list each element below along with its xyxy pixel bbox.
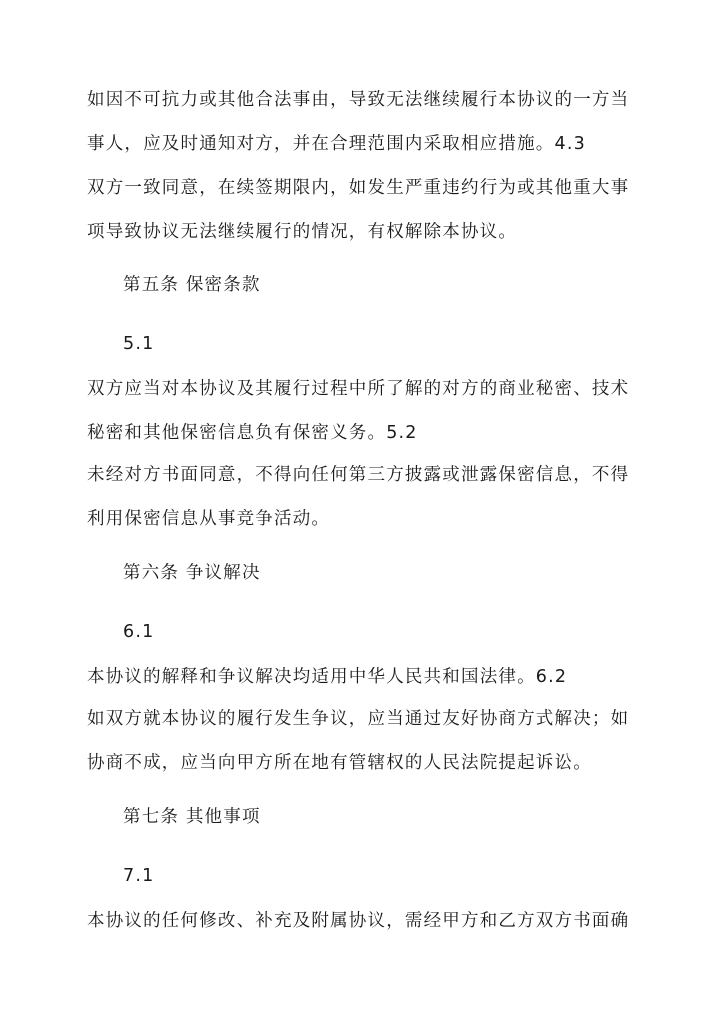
body-text-line: 利用保密信息从事竞争活动。 <box>87 509 331 529</box>
body-text-line: 双方一致同意，在续签期限内，如发生严重违约行为或其他重大事 <box>87 178 630 198</box>
section-heading: 第五条 保密条款 <box>123 275 261 295</box>
body-text-line: 如双方就本协议的履行发生争议，应当通过友好协商方式解决；如 <box>87 709 630 729</box>
body-text-line: 项导致协议无法继续履行的情况，有权解除本协议。 <box>87 222 518 242</box>
clause-number: 5.1 <box>123 334 155 354</box>
clause-number: 7.1 <box>123 866 155 886</box>
body-text-line: 事人，应及时通知对方，并在合理范围内采取相应措施。4.3 <box>87 134 586 154</box>
body-text-line: 本协议的解释和争议解决均适用中华人民共和国法律。6.2 <box>87 667 568 687</box>
body-text-line: 本协议的任何修改、补充及附属协议，需经甲方和乙方双方书面确 <box>87 911 630 931</box>
body-text-line: 协商不成，应当向甲方所在地有管辖权的人民法院提起诉讼。 <box>87 753 592 773</box>
body-text-line: 未经对方书面同意，不得向任何第三方披露或泄露保密信息，不得 <box>87 465 630 485</box>
section-heading: 第七条 其他事项 <box>123 807 261 827</box>
section-heading: 第六条 争议解决 <box>123 563 261 583</box>
body-text-line: 秘密和其他保密信息负有保密义务。5.2 <box>87 423 418 443</box>
body-text-line: 如因不可抗力或其他合法事由，导致无法继续履行本协议的一方当 <box>87 90 630 110</box>
clause-number: 6.1 <box>123 622 155 642</box>
body-text-line: 双方应当对本协议及其履行过程中所了解的对方的商业秘密、技术 <box>87 379 630 399</box>
